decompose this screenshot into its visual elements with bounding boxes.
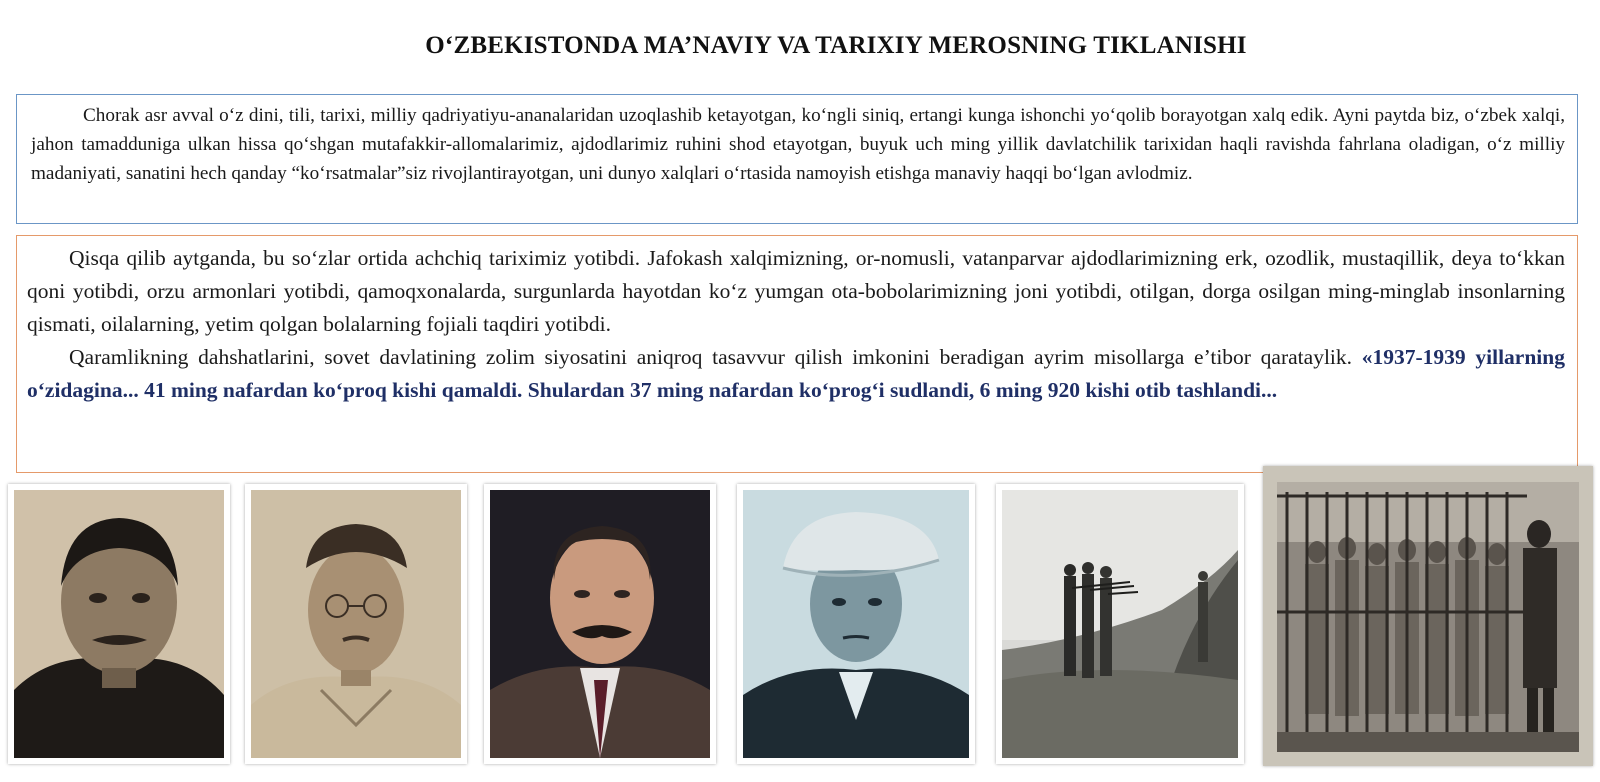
portrait-3-image	[490, 490, 710, 758]
repression-statistics-quote: «1937-1939 yillarning o‘zidagina... 41 ming nafardan ko‘proq kishi qamaldi. Shulardan 37 ming nafardan ko‘prog‘i sudlandi, 6 ming 920 kishi otib tashlandi...	[27, 345, 1565, 402]
intro-text-box	[16, 94, 1578, 224]
prisoners-image	[1277, 482, 1579, 752]
photo-portrait-3	[484, 484, 716, 764]
portrait-2-image	[251, 490, 461, 758]
history-paragraph-2	[27, 341, 1565, 407]
history-paragraph-1: Qisqa qilib aytganda, bu so‘zlar ortida achchiq tariximiz yotibdi. Jafokash xalqimizning, or-nomusli, vatanparvar ajdodlarimizning erk, ozodlik, mustaqillik, deya to‘kkan qoni yotibdi, orzu armonlari yotibdi, qamoqxonalarda, surgunlarda hayotdan ko‘z yumgan ota-bobolarimizning joni yotibdi, otilgan, dorga osilgan ming-minglab insonlarning qismati, oilalarning, yetim qolgan bolalarning fojiali taqdiri yotibdi.	[27, 246, 1565, 336]
slide-title: O‘ZBEKISTONDA MA’NAVIY VA TARIXIY MEROSNING TIKLANISHI	[425, 32, 1247, 59]
portrait-4-image	[743, 490, 969, 758]
photo-portrait-1	[8, 484, 230, 764]
portrait-1-image	[14, 490, 224, 758]
photo-execution-scene	[996, 484, 1244, 764]
history-text-box	[16, 235, 1578, 473]
intro-paragraph: Chorak asr avval o‘z dini, tili, tarixi, milliy qadriyatiyu-ananalaridan uzoqlashib ketayotgan, ko‘ngli siniq, ertangi kunga ishonchi yo‘qolib borayotgan xalq edik. Ayni paytda biz, o‘zbek xalqi, jahon tamadduniga ulkan hissa qo‘shgan mutafakkir-allomalarimiz, ajdodlarimiz ruhini shod etayotgan, buyuk uch ming yillik davlatchilik tarixidan haqli ravishda fahrlana oladigan, o‘z milliy madaniyati, sanatini hech qanday “ko‘rsatmalar”siz rivojlantirayotgan, uni dunyo xalqlari o‘rtasida namoyish etishga manaviy haqqi bo‘lgan avlodmiz.	[31, 105, 1565, 184]
photo-portrait-4	[737, 484, 975, 764]
photo-prisoners-behind-bars	[1263, 466, 1593, 766]
execution-scene-image	[1002, 490, 1238, 758]
history-paragraph-2-text: Qaramlikning dahshatlarini, sovet davlatining zolim siyosatini aniqroq tasavvur qilish imkonini beradigan ayrim misollarga e’tibor qarataylik.	[69, 345, 1362, 369]
photo-portrait-2	[245, 484, 467, 764]
